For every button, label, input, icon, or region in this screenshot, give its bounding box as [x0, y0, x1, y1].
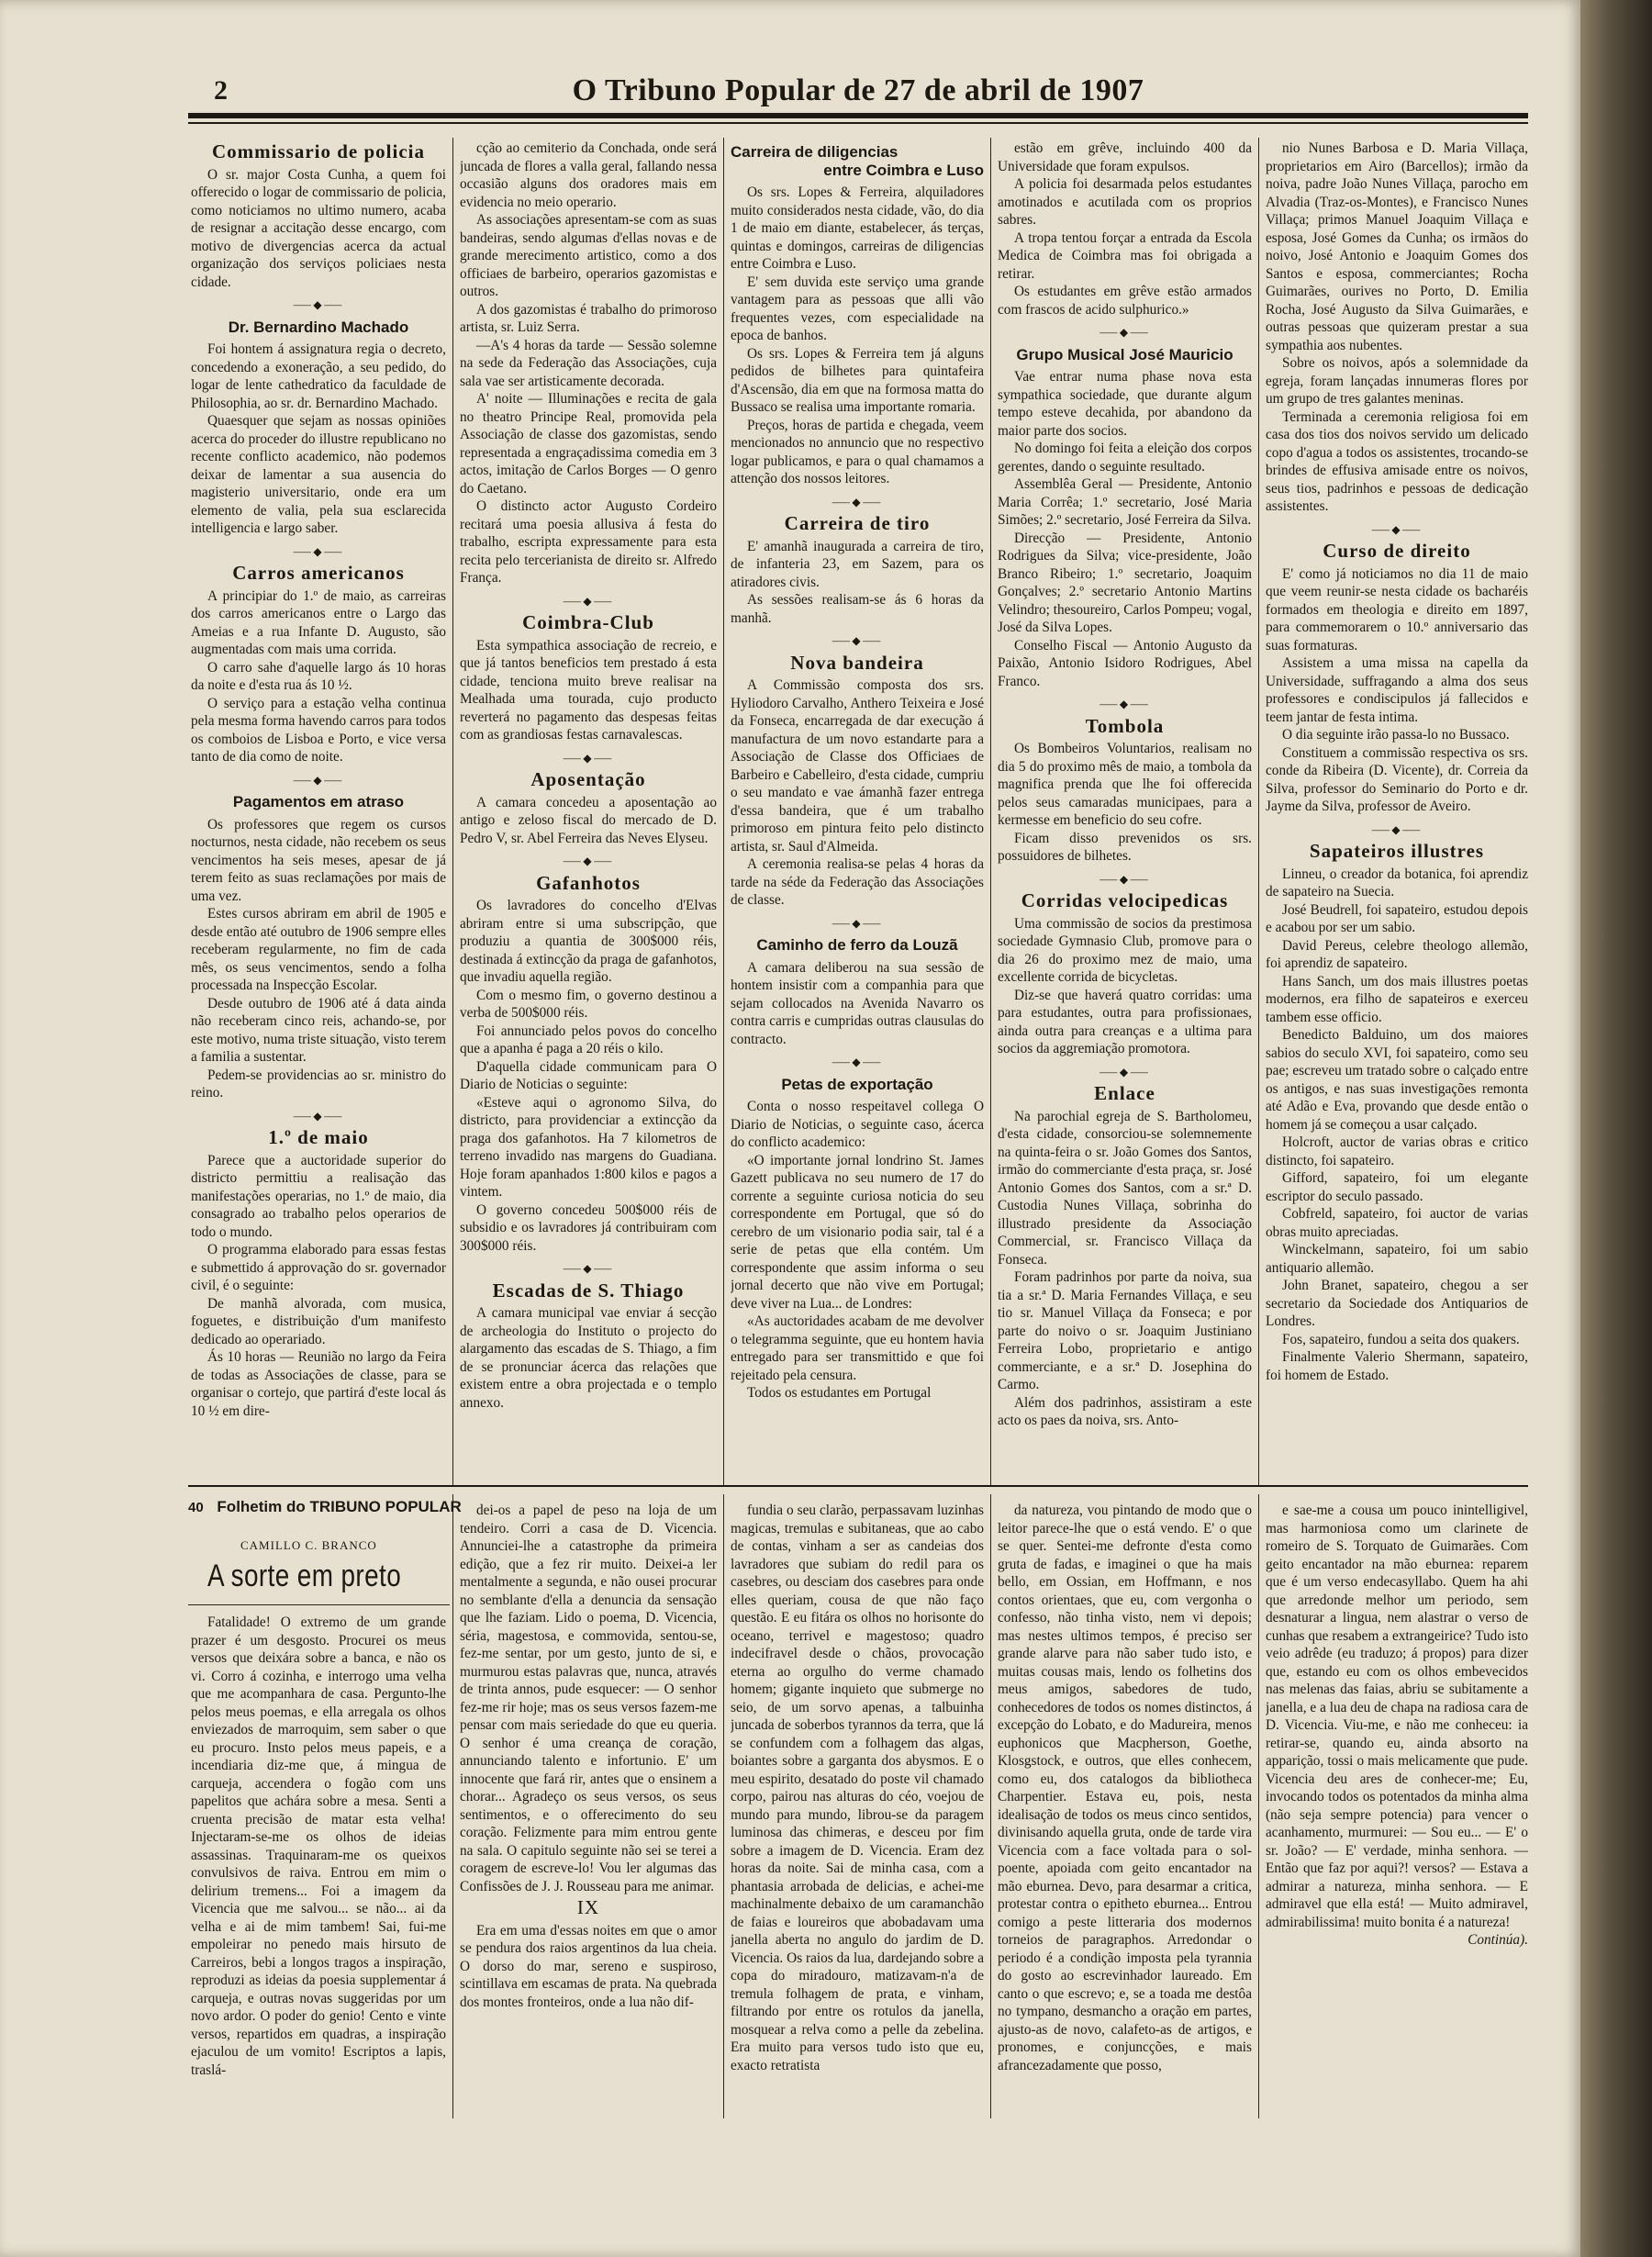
page-edge — [1580, 0, 1652, 2257]
paragraph: Foi annunciado pelos povos do concelho que a apanha é paga a 20 réis o kilo. — [460, 1022, 717, 1056]
paragraph: David Pereus, celebre theologo allemão, foi aprendiz de sapateiro. — [1266, 937, 1528, 971]
paragraph: nio Nunes Barbosa e D. Maria Villaça, proprietarios em Airo (Barcellos); irmão da noiva, padre João Nunes Villaça, parocho em Alvadia (Traz-os-Montes), e Francisco Nunes Villaça; primos Manuel Joaquim Villaça e esposa, José Gomes da Cunha; os irmãos do noivo, José Antonio e Joaquim Gomes dos Santos e esposa, commerciantes; Rocha Guimarães, ourives no Porto, D. Emilia Rocha, José Augusto da Silva Guimarães, e outras pessoas que quizeram prestar a sua sympathia aos nubentes. — [1266, 140, 1528, 353]
column-divider — [1258, 138, 1259, 1487]
headline: Pagamentos em atraso — [232, 793, 405, 810]
paragraph: E' como já noticiamos no dia 11 de maio que veem reunir-se nesta cidade os bacharéis formados em theologia e direito em 1897, para commemorarem o 10.º anniversario das suas formaturas. — [1266, 565, 1528, 654]
separator-ornament: ⸺◆⸺ — [563, 594, 614, 608]
headline: Carreira de diligencias — [731, 143, 899, 161]
paragraph: cção ao cemiterio da Conchada, onde será juncada de flores a valla geral, fallando nessa occasião alguns dos oradores mais em evidencia no meio operario. — [460, 140, 717, 210]
page-number: 2 — [214, 75, 228, 106]
separator-ornament: ⸺◆⸺ — [563, 855, 614, 867]
feuilleton-author: CAMILLO C. BRANCO — [240, 1538, 377, 1552]
paragraph: A principiar do 1.º de maio, as carreiras dos carros americanos entre o Largo das Ameias e a rua Infante D. Augusto, são augmentadas com mais uma corrida. — [191, 587, 446, 657]
paragraph: Constituem a commissão respectiva os srs. conde da Ribeira (D. Vicente), dr. Correia da Silva, professor do Seminario do Porto e dr. Jayme da Silva, professor de Aveiro. — [1266, 744, 1528, 814]
feuilleton-column-1 — [191, 1614, 446, 2118]
separator-ornament: ⸺◆⸺ — [293, 1109, 344, 1123]
paragraph: Esta sympathica associação de recreio, e que já tantos beneficios tem prestado á esta cidade, tenciona muito breve realisar na Mealhada uma tourada, cujo producto reverterá no pagamento das despesas feitas com as grandiosas festas carnavalescas. — [460, 637, 717, 743]
paragraph: A policia foi desarmada pelos estudantes amotinados e acutilada com os proprios sabres. — [998, 176, 1252, 228]
paragraph: O sr. major Costa Cunha, a quem foi offerecido o logar de commissario de policia, como noticiamos no ultimo numero, acaba de resignar a accitação desse encargo, com motivo de divergencias acerca da actual organização dos serviços policiaes nesta cidade. — [191, 166, 446, 290]
separator-ornament: ⸺◆⸺ — [1371, 822, 1423, 836]
headline: Commissario de policia — [212, 140, 425, 162]
headline: Caminho de ferro da Louzã — [756, 936, 958, 954]
paragraph: A dos gazomistas é trabalho do primoroso artista, sr. Luiz Serra. — [460, 301, 717, 335]
feuilleton-label: Folhetim do TRIBUNO POPULAR — [217, 1498, 462, 1515]
paragraph: Winckelmann, sapateiro, foi um sabio antiquario allemão. — [1266, 1242, 1528, 1276]
column-1 — [191, 140, 446, 1481]
column-divider — [452, 1494, 453, 2118]
paragraph: Conta o nosso respeitavel collega O Diario de Noticias, o seguinte caso, ácerca do conflicto academico: — [731, 1099, 984, 1150]
paragraph: As sessões realisam-se ás 6 horas da manhã. — [731, 592, 984, 626]
headline: 1.º de maio — [268, 1126, 369, 1148]
paragraph: Ás 10 horas — Reunião no largo da Feira de todas as Associações de classe, para se organisar o cortejo, que partirá d'este local ás 10 ½ em dire- — [191, 1349, 446, 1419]
feuilleton-rule — [188, 1485, 1528, 1487]
paragraph: Com o mesmo fim, o governo destinou a verba de 500$000 réis. — [460, 987, 717, 1021]
paragraph: Direcção — Presidente, Antonio Rodrigues da Silva; vice-presidente, João Branco Ribeiro; 1.º secretario, Joaquim Gonçalves; 2.º secretario Antonio Martins Velindro; thesoureiro, Carlos Pompeu; vogal, José da Silva Lopes. — [998, 530, 1252, 635]
paragraph: Desde outubro de 1906 até á data ainda não receberam cinco reis, achando-se, por este motivo, numa triste situação, visto terem a familia a sustentar. — [191, 995, 446, 1065]
separator-ornament: ⸺◆⸺ — [293, 773, 344, 787]
paragraph: Ficam disso prevenidos os srs. possuidores de bilhetes. — [998, 830, 1252, 864]
paragraph: Linneu, o creador da botanica, foi aprendiz de sapateiro na Suecia. — [1266, 866, 1528, 899]
column-divider — [723, 1494, 724, 2118]
separator-ornament: ⸺◆⸺ — [1099, 872, 1151, 886]
column-divider — [1258, 1494, 1259, 2118]
paragraph: Fatalidade! O extremo de um grande prazer é um desgosto. Procurei os meus versos que deixára sobre a banca, e não os vi. Corro á cozinha, e interrogo uma velha que me acompanhara de casa. Pergunto-lhe pelos meus poemas, e ella arregala os olhos enviezados de marroquim, sem saber o que eu procuro. Insto pelos meus papeis, e a incendiaria diz-me que, á mingua de carqueja, accendera o fogão com uns papelitos que achára sobre a mesa. Senti a cruenta precisão de matar esta velha! Injectaram-se-me os olhos de ideias assassinas. Traquinaram-me os queixos convulsivos de raiva. Entrou em mim o delirium tremens... Foi a imagem da Vicencia que me salvou... se não... ai da velha e ai de mim tambem! Sai, fui-me empoleirar no penedo mais hirsuto de Carreiros, bebi a longos tragos a inspiração, reproduzi as ideias da poesia supplementar á carqueja, e outras novas suggeridas por um novo ardor. O poder do genio! Cento e vinte versos, repartidos em quadras, a inspiração ejaculou de um vomito! Escriptos a lapis, traslá- — [191, 1615, 446, 2078]
paragraph: Sobre os noivos, após a solemnidade da egreja, foram lançadas innumeras flores por um grupo de tres galantes meninas. — [1266, 355, 1528, 407]
headline: Petas de exportação — [781, 1075, 933, 1093]
separator-ornament: ⸺◆⸺ — [1099, 1065, 1151, 1078]
headline: Sapateiros illustres — [1309, 840, 1485, 862]
paragraph: O dia seguinte irão passa-lo no Bussaco. — [1282, 727, 1510, 743]
separator-ornament: ⸺◆⸺ — [832, 916, 883, 930]
paragraph: Conselho Fiscal — Antonio Augusto da Paixão, Antonio Isidoro Rodrigues, Abel Franco. — [998, 637, 1252, 689]
paragraph: Finalmente Valerio Shermann, sapateiro, foi homem de Estado. — [1266, 1349, 1528, 1383]
paragraph: A camara municipal vae enviar á secção de archeologia do Instituto o projecto do alargamento das escadas de S. Thiago, a fim de se pronunciar ácerca das relações que existem entre a obra projectada e o templo annexo. — [460, 1305, 717, 1411]
paragraph: As associações apresentam-se com as suas bandeiras, sendo algumas d'ellas novas e de grande merecimento artistico, como a dos officiaes de barbeiro, operarios gazomistas e outros. — [460, 212, 717, 299]
paragraph: estão em grêve, incluindo 400 da Universidade que foram expulsos. — [998, 140, 1252, 174]
feuilleton-number: 40 — [188, 1500, 204, 1515]
paragraph: Os estudantes em grêve estão armados com frascos de acido sulphurico.» — [998, 284, 1252, 318]
headline: Carros americanos — [232, 562, 405, 584]
separator-ornament: ⸺◆⸺ — [293, 544, 344, 558]
separator-ornament: ⸺◆⸺ — [293, 298, 344, 311]
column-2 — [460, 140, 717, 1481]
paragraph: John Branet, sapateiro, chegou a ser secretario da Sociedade dos Antiquarios de Londres. — [1266, 1278, 1528, 1329]
paragraph: D'aquella cidade communicam para O Diario de Noticias o seguinte: — [460, 1058, 717, 1092]
chapter-number: IX — [576, 1896, 600, 1918]
paragraph: O distincto actor Augusto Cordeiro recitará uma poesia allusiva á festa do trabalho, escripta expressamente para esta recita pelo tercerianista de direito sr. Alfredo França. — [460, 498, 717, 586]
paragraph: e sae-me a cousa um pouco inintelligivel, mas harmoniosa como um clarinete de romeiro de S. Torquato de Guimarães. Com geito encantador na mão eburnea: reparem que é um verso endecasyllabo. Quem ha ahi que arredonde melhor um periodo, sem desnaturar a lingua, nem alastrar o verso de cunhas que resabem a extrangeirice? Tudo isto veio adrêde (eu traduzo; á propos) para dizer que, estando eu com os olhos embevecidos nas melenas das faias, abriu se subitamente a janella, e a lua deu de chapa na radiosa cara de D. Vicencia. Viu-me, e não me conheceu: ia retirar-se, quando eu, ainda absorto na apparição, tossi o mais melicamente que pude. Vicencia deu ares de conhecer-me; Eu, invocando todos os potentados da minha alma (não seja sempre potencia) para vencer o acanhamento, murmurei: — Sou eu... — E' o sr. João? — E' verdade, minha senhora. — Então que faz por aqui?! versos? — Estava a admirar a natureza, minha senhora. — E admiravel que ella está! — Muito admiravel, admirabilissima! muito bonita é a natureza! — [1266, 1503, 1528, 1930]
paragraph: Terminada a ceremonia religiosa foi em casa dos tios dos noivos servido um delicado copo d'agua a todos os assistentes, trocando-se brindes de effusiva amisade entre os noivos, seus tios, padrinhos e pessoas de dedicação assistentes. — [1266, 408, 1528, 514]
separator-ornament: ⸺◆⸺ — [563, 751, 614, 765]
headline: Coimbra-Club — [522, 611, 654, 633]
headline: Gafanhotos — [536, 871, 641, 894]
page-header — [188, 68, 1528, 116]
paragraph: da natureza, vou pintando de modo que o leitor parece-lhe que o está vendo. E' o que se quer. Sentei-me defronte d'esta como gruta de fadas, e imaginei o que ha mais bello, em Ossian, em Hoffmann, e nos contos orientaes, que eu, com vergonha o confesso, não tinha visto, nem vi depois; mas nestes ultimos tempos, é preciso ser grande alarve para não saber tudo isto, e muitas cousas mais, lendo os folhetins dos meus amigos, sabedores de tudo, conhecedores de todos os nomes distinctos, á excepção do Lobato, e do Madureira, menos euphonicos que Macpherson, Goethe, Klosgstock, e outros, que elles conhecem, como eu, dos catalogos da bibliotheca Charpentier. Estava eu, pois, nesta idealisação de todos os meus cinco sentidos, divinisando aquella gruta, onde de tarde vira Vicencia com a face voltada para o sol-poente, apoiada com geito encantador na mão eburnea. Devo, para desarmar a critica, protestar contra o epitheto eburnea... Entrou comigo a peste litteraria dos modernos torneios de paragraphos. Arredondar o periodo é a condição imposta pela tyrannia do gosto ao escrevinhador laureado. Em canto o que escrevo; e, se a toada me destôa no tympano, desmancho a oração em partes, ajusto-as de novo, calafeto-as de artigos, e pronomes, e conjuncções, e mais afrancezadamente que posso, — [998, 1503, 1252, 2073]
paragraph: Os lavradores do concelho d'Elvas abriram entre si uma subscripção, que produziu a quantia de 300$000 réis, destinada á extincção da praga de gafanhotos, que invadiu aquella região. — [460, 898, 717, 985]
paragraph: José Beudrell, foi sapateiro, estudou depois e acabou por ser um sabio. — [1266, 901, 1528, 935]
paragraph: A' noite — Illuminações e recita de gala no theatro Principe Real, promovida pela Associação de classe dos gazomistas, sendo representada a engraçadissima comedia em 3 actos, imitação de Carlos Borges — O genro do Caetano. — [460, 391, 717, 497]
column-divider — [452, 138, 453, 1487]
paragraph: Além dos padrinhos, assistiram a este acto os paes da noiva, srs. Anto- — [998, 1394, 1252, 1428]
paragraph: A camara deliberou na sua sessão de hontem insistir com a companhia para que sejam collocados na Avenida Navarro os contra carris e cumpridas outras clausulas do contracto. — [731, 959, 984, 1047]
feuilleton-column-5 — [1266, 1502, 1528, 2118]
headline: Corridas velocipedicas — [1021, 889, 1229, 911]
paragraph: Preços, horas de partida e chegada, veem mencionados no annuncio que no respectivo logar publicamos, e para o qual chamamos a attenção dos nossos leitores. — [731, 417, 984, 486]
separator-ornament: ⸺◆⸺ — [832, 634, 883, 647]
column-divider — [723, 138, 724, 1487]
separator-ornament: ⸺◆⸺ — [1371, 522, 1423, 536]
headline: Enlace — [1094, 1082, 1155, 1104]
paragraph: Foi hontem á assignatura regia o decreto, concedendo a exoneração, a seu pedido, do logar de lente cathedratico da faculdade de Philosophia, ao sr. dr. Bernardino Machado. — [191, 341, 446, 411]
paragraph: Benedicto Balduino, um dos maiores sabios do seculo XVI, foi sapateiro, como seu pae; escreveu um tratado sobre o calçado entre os antigos, e nas suas investigações remonta até Adão e Eva, provando que desde então o homem já se começou a usar calçado. — [1266, 1027, 1528, 1133]
column-divider — [990, 1494, 991, 2118]
paragraph: dei-os a papel de peso na loja de um tendeiro. Corri a casa de D. Vicencia. Annunciei-lhe a catastrophe da primeira edição, que a fez rir muito. Deixei-a ler mentalmente a segunda, e não ousei procurar no semblante d'ella a denuncia da sensação que lhe faziam. Lido o poema, D. Vicencia, séria, magestosa, e commovida, sentou-se, fez-me sentar, por um gesto, junto de si, e murmurou estas palavras que, nunca, através de trinta annos, pude esquecer: — O senhor fez-me rir hoje; mas os seus versos fazem-me pensar com mais seriedade do que eu queria. O senhor é uma creança de coração, annunciando talento e infortunio. E' um innocente que fará rir, antes que o ensinem a chorar... Agradeço os seus versos, os seus sentimentos, e o offerecimento do seu coração. Felizmente para mim entrou gente na sala. O capitulo seguinte não sei se terei a coragem de escreve-lo! Vou ler algumas das Confissões de J. J. Rousseau para me animar. — [460, 1503, 717, 1894]
headline: Dr. Bernardino Machado — [228, 318, 409, 336]
header-rule — [188, 113, 1528, 118]
paragraph: Pedem-se providencias ao sr. ministro do reino. — [191, 1067, 446, 1101]
paragraph: Quaesquer que sejam as nossas opiniões acerca do proceder do illustre republicano no recente conflicto academico, não podemos deixar de lamentar a sua ausencia do magisterio universitario, onde era um elemento de valia, pela sua esclarecida intelligencia e largo saber. — [191, 413, 446, 536]
newspaper-title: O Tribuno Popular de 27 de abril de 1907 — [572, 73, 1144, 107]
paragraph: A tropa tentou forçar a entrada da Escola Medica de Coimbra mas foi obrigada a retirar. — [998, 229, 1252, 282]
paragraph: A Commissão composta dos srs. Hyliodoro Carvalho, Anthero Teixeira e José da Fonseca, encarregada de dar execução á manufactura de um novo estandarte para a Associação de Classe dos Officiaes de Barbeiro e Cabelleiro, d'esta cidade, cumpriu o seu mandato e vae ámanhã fazer entrega d'essa bandeira, que é um trabalho primoroso em pintura feito pelo distincto artista, sr. Saul d'Almeida. — [731, 677, 984, 855]
paragraph: Parece que a auctoridade superior do districto permittiu a realisação das manifestações operarias, no 1.º de maio, dia consagrado ao trabalho pelos operarios de todo o mundo. — [191, 1152, 446, 1240]
paragraph: Os srs. Lopes & Ferreira, alquiladores muito considerados nesta cidade, vão, do dia 1 de maio em diante, estabelecer, ás terças, quintas e domingos, carreiras de diligencias entre Coimbra e Luso. — [731, 184, 984, 272]
column-3 — [731, 140, 984, 1481]
headline: Tombola — [1085, 714, 1165, 737]
paragraph: O programma elaborado para essas festas e submettido á approvação do sr. governador civil, é o seguinte: — [191, 1242, 446, 1293]
paragraph: Cobfreld, sapateiro, foi auctor de varias obras muito apreciadas. — [1266, 1206, 1528, 1240]
paragraph: Os professores que regem os cursos nocturnos, nesta cidade, não recebem os seus vencimentos ha seis meses, apesar de já terem feito as suas reclamações por mais de uma vez. — [191, 816, 446, 904]
column-5 — [1266, 140, 1528, 1481]
headline: Nova bandeira — [790, 651, 924, 674]
paragraph: —A's 4 horas da tarde — Sessão solemne na sede da Federação das Associações, cuja sala vae ser artisticamente decorada. — [460, 337, 717, 389]
headline: Grupo Musical José Mauricio — [1016, 345, 1233, 363]
paragraph: Diz-se que haverá quatro corridas: uma para estudantes, outra para profissionaes, ainda outra para creanças e a ultima para socios da aggremiação promotora. — [998, 987, 1252, 1056]
paragraph: «O importante jornal londrino St. James Gazett publicava no seu numero de 17 do corrente a seguinte curiosa noticia do seu correspondente em Portugal, que só do cerebro de um visionario podia sair, tal é a serie de petas que ella contém. Um correspondente que assim informa o seu jornal decerto que não vive em Portugal; deve viver na Lua... de Londres: — [731, 1152, 984, 1312]
header-rule-thin — [188, 122, 1528, 124]
separator-ornament: ⸺◆⸺ — [832, 1056, 883, 1068]
paragraph: «Esteve aqui o agronomo Silva, do districto, para providenciar a extincção da praga dos gafanhotos. Ha 7 kilometros de terreno invadido nas margens do Guadiana. Hoje foram apanhados 1:800 kilos e pagos a vintem. — [460, 1094, 717, 1200]
feuilleton-column-3 — [731, 1502, 984, 2118]
paragraph: «As auctoridades acabam de me devolver o telegramma seguinte, que eu hontem havia entregado para ser transmittido e que foi rejeitado pela censura. — [731, 1313, 984, 1383]
headline: Escadas de S. Thiago — [492, 1279, 685, 1302]
separator-ornament: ⸺◆⸺ — [832, 495, 883, 508]
paragraph: Assemblêa Geral — Presidente, Antonio Maria Corrêa; 1.º secretario, José Maria Simões; 2.º secretario, José Ferreira da Silva. — [998, 476, 1252, 528]
feuilleton-column-2 — [460, 1502, 717, 2118]
paragraph: O serviço para a estação velha continua pela mesma forma havendo carros para todos os comboios de Lisboa e Porto, e vice versa tanto de dia como de noite. — [191, 695, 446, 765]
paragraph: O carro sahe d'aquelle largo ás 10 horas da noite e d'esta rua ás 10 ½. — [191, 659, 446, 693]
feuilleton-column-4 — [998, 1502, 1252, 2118]
paragraph: Foram padrinhos por parte da noiva, sua tia a sr.ª D. Maria Fernandes Villaça, e seu tio sr. Manuel Villaça da Fonseca; e por parte do noivo o sr. Joaquim Justiniano Ferreira Lobo, proprietario e antigo commerciante, e a sr.ª D. Josephina do Carmo. — [998, 1269, 1252, 1392]
paragraph: Os Bombeiros Voluntarios, realisam no dia 5 do proximo mês de maio, a tombola da magnifica prenda que lhe foi offerecida pelos seus camaradas municipaes, para a kermesse em beneficio do seu cofre. — [998, 741, 1252, 828]
paragraph: No domingo foi feita a eleição dos corpos gerentes, dando o seguinte resultado. — [998, 441, 1252, 475]
paragraph: Na parochial egreja de S. Bartholomeu, d'esta cidade, consorciou-se solemnemente na quinta-feira o sr. João Gomes dos Santos, irmão do commerciante d'esta praça, sr. José Antonio Gomes dos Santos, com a sr.ª D. Custodia Nunes Villaça, sobrinha do illustrado presidente da Associação Commercial, sr. Francisco Villaça da Fonseca. — [998, 1108, 1252, 1268]
paragraph: E' amanhã inaugurada a carreira de tiro, de infanteria 23, em Sazem, para os atiradores civis. — [731, 538, 984, 590]
paragraph: Vae entrar numa phase nova esta sympathica sociedade, que durante algum tempo esteve decahida, por abandono da maior parte dos socios. — [998, 369, 1252, 439]
continua-note: Continúa). — [1468, 1932, 1528, 1948]
paragraph: Estes cursos abriram em abril de 1905 e desde então até outubro de 1906 sempre elles receberam regularmente, no fim de cada mês, os seus vencimentos, sendo a folha processada na Inspecção Escolar. — [191, 906, 446, 993]
paragraph: A camara concedeu a aposentação ao antigo e zeloso fiscal do mercado de D. Pedro V, sr. Abel Ferreira das Neves Elyseu. — [460, 794, 717, 846]
paragraph: Hans Sanch, um dos mais illustres poetas modernos, era filho de sapateiros e exerceu tambem esse officio. — [1266, 973, 1528, 1025]
paragraph: Assistem a uma missa na capella da Universidade, suffragando a alma dos seus professores e condiscipulos já fallecidos e teem jantar de festa intima. — [1266, 655, 1528, 725]
headline-sub: entre Coimbra e Luso — [823, 161, 984, 179]
paragraph: Gifford, sapateiro, foi um elegante escriptor do seculo passado. — [1266, 1170, 1528, 1204]
separator-ornament: ⸺◆⸺ — [1099, 326, 1151, 339]
paragraph: A ceremonia realisa-se pelas 4 horas da tarde na séde da Federação das Associações de classe. — [731, 856, 984, 908]
headline: Carreira de tiro — [784, 512, 931, 534]
column-4 — [998, 140, 1252, 1481]
column-divider — [990, 138, 991, 1487]
title-rule — [188, 1604, 450, 1605]
paragraph: De manhã alvorada, com musica, foguetes, e distribuição d'um manifesto dedicado ao operariado. — [191, 1295, 446, 1347]
feuilleton-title: A sorte em preto — [207, 1559, 402, 1593]
paragraph: Fos, sapateiro, fundou a seita dos quakers. — [1282, 1331, 1520, 1347]
paragraph: Era em uma d'essas noites em que o amor se pendura dos raios argentinos da lua cheia. O dorso do mar, sereno e suspiroso, scintillava em escamas de prata. Na quebrada dos montes fronteiros, onde a lua não dif- — [460, 1922, 717, 2010]
paragraph: fundia o seu clarão, perpassavam luzinhas magicas, tremulas e subitaneas, que ao cabo de contas, vinham a ser as candeias dos lavradores que subiam do redil para os casebres, ou desciam dos casebres para onde elles queriam, cousa de que não faço questão. E eu fitára os olhos no horisonte do oceano, terrivel e magestoso; quadro indecifravel desde o chãos, provocação eterna ao orgulho do verme chamado homem; gigante inquieto que submerge no seio, de um sorvo apenas, a talbuinha juncada de soberbos tyrannos da terra, que lá se confundem com a folhagem das algas, boiantes sobre a garganta dos abysmos. E o meu espirito, desatado do poste vil chamado corpo, pairou nas alturas do céo, voejou de mundo para mundo, librou-se da paragem luminosa das chimeras, e desceu por fim sobre a imagem de D. Vicencia. Eram dez horas da noite. Sai de minha casa, com a phantasia arrobada de delicias, e achei-me machinalmente debaixo de um caramanchão de faias e loureiros que abobadavam uma janella aberta no angulo do jardim de D. Vicencia. Os raios da lua, dardejando sobre a copa do miradouro, matizavam-n'a de tremula folhagem de prata, e vinham, filtrando por entre os rotulos da janella, mosquear a relva como a pelle da zebelina. Era muito para versos tudo isto que eu, exacto retratista — [731, 1503, 984, 2073]
paragraph: Holcroft, auctor de varias obras e critico distincto, foi sapateiro. — [1266, 1134, 1528, 1168]
headline: Curso de direito — [1323, 540, 1471, 562]
separator-ornament: ⸺◆⸺ — [563, 1262, 614, 1275]
paragraph: Uma commissão de socios da prestimosa sociedade Gymnasio Club, promove para o dia 26 do proximo mez de maio, uma excellente corrida de bicycletas. — [998, 915, 1252, 985]
separator-ornament: ⸺◆⸺ — [1099, 698, 1151, 710]
paragraph: Os srs. Lopes & Ferreira tem já alguns pedidos de bilhetes para quintafeira d'Ascensão, dia em que na formosa matta do Bussaco se realisa uma importante romaria. — [731, 345, 984, 415]
paragraph: O governo concedeu 500$000 réis de subsidio e os lavradores já contribuiram com 300$000 réis. — [460, 1201, 717, 1254]
feuilleton-header — [188, 1498, 462, 1516]
paragraph: Todos os estudantes em Portugal — [747, 1385, 932, 1401]
paragraph: E' sem duvida este serviço uma grande vantagem para as pessoas que alli vão frequentes vezes, com especialidade na epoca de banhos. — [731, 274, 984, 343]
headline: Aposentação — [530, 768, 646, 790]
